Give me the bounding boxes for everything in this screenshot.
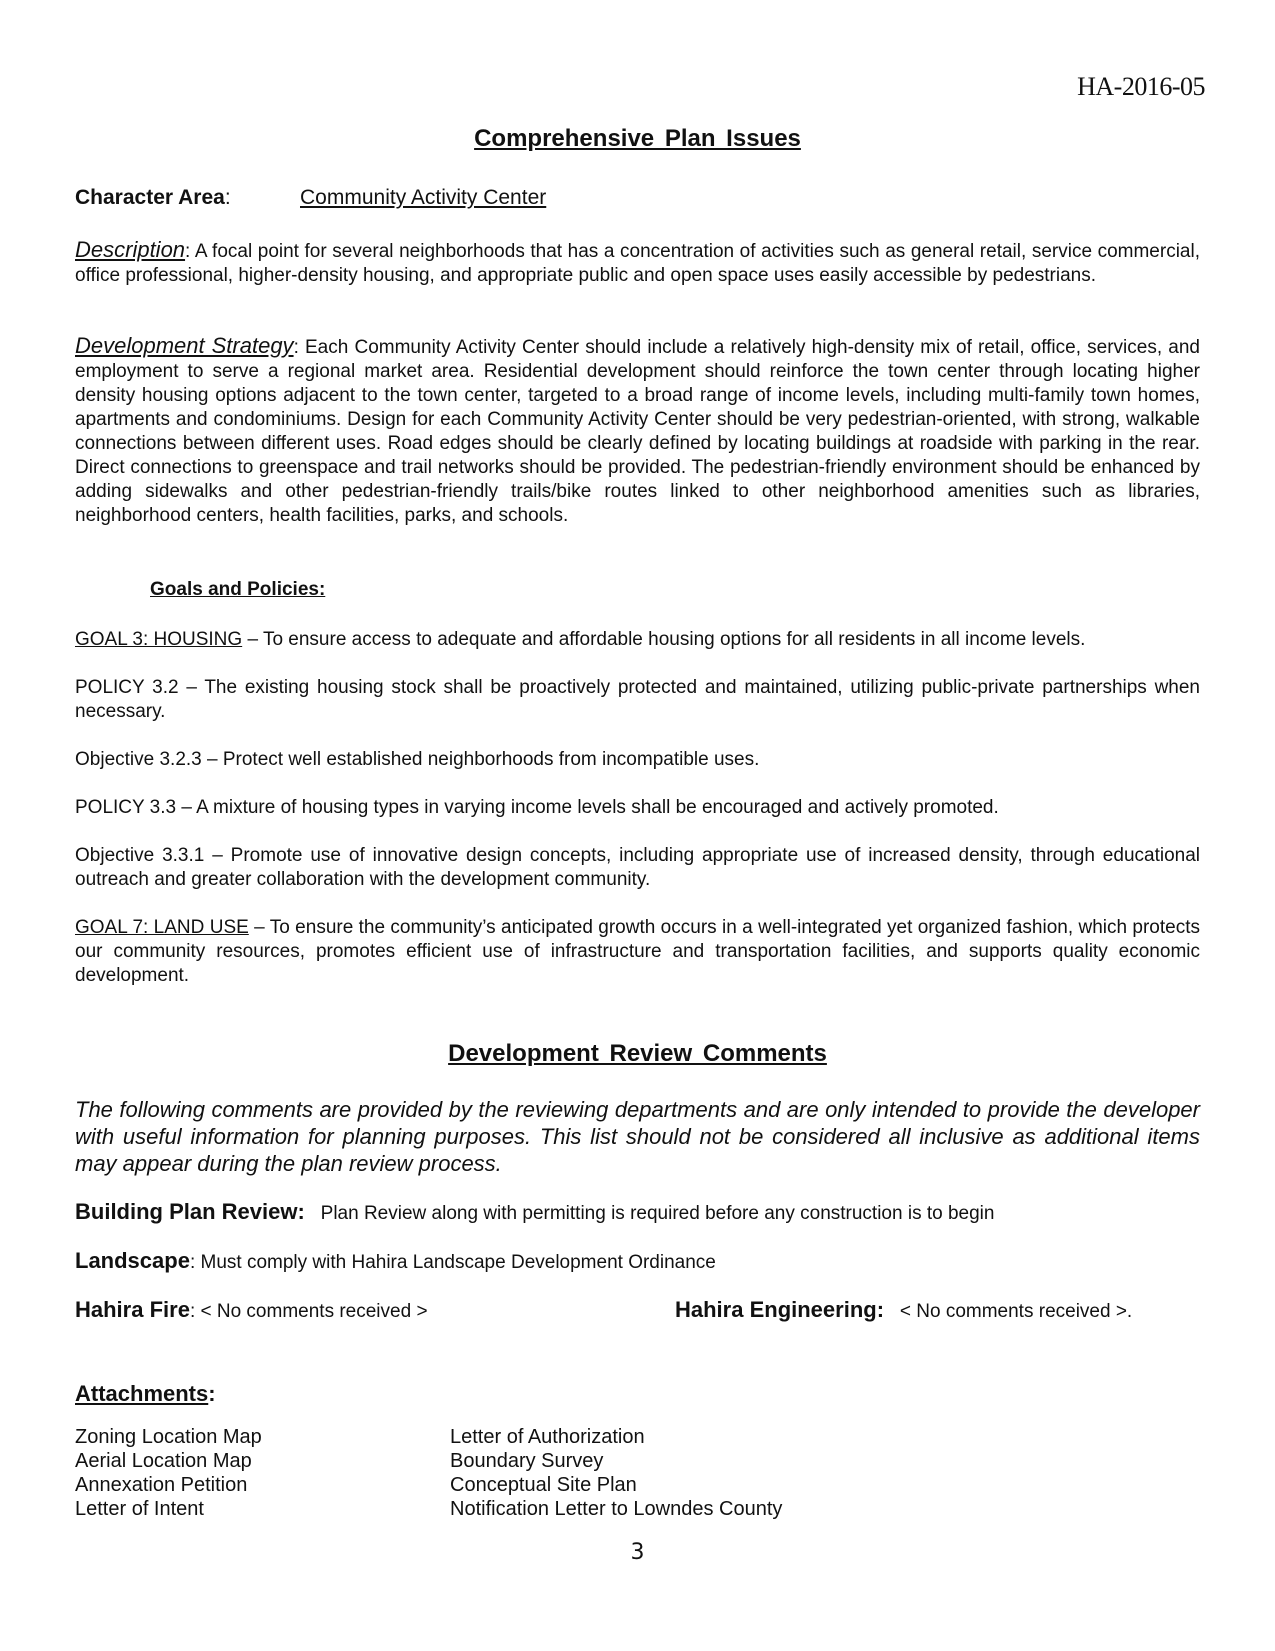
landscape-label: Landscape	[75, 1248, 190, 1273]
description-text: : A focal point for several neighborhoods that has a concentration of activities such as general retail, service commercial, office professional, higher-density housing, and appropriate public and open space uses easily accessible by pedestrians.	[75, 241, 1200, 286]
hahira-fire-label: Hahira Fire	[75, 1297, 190, 1322]
list-item: Conceptual Site Plan	[450, 1474, 637, 1496]
building-plan-review-line	[75, 1199, 994, 1225]
goals-policies-header: Goals and Policies:	[150, 579, 326, 600]
list-item: Annexation Petition	[75, 1474, 248, 1496]
attachments-header	[75, 1381, 216, 1407]
attachments-colon: :	[208, 1381, 216, 1406]
list-item: Boundary Survey	[450, 1450, 604, 1472]
character-area-value: Community Activity Center	[300, 186, 547, 209]
list-item: Letter of Authorization	[450, 1426, 645, 1448]
character-area-colon: :	[224, 186, 231, 209]
policy-3-2-paragraph: POLICY 3.2 – The existing housing stock shall be proactively protected and maintained, utilizing public-private partnerships when necessary.	[75, 677, 1200, 722]
development-strategy-label: Development Strategy	[75, 333, 294, 358]
hahira-fire-text: : < No comments received >	[189, 1301, 428, 1322]
development-strategy-text: : Each Community Activity Center should include a relatively high-density mix of retail, office, services, and employment to serve a regional market area. Residential development should reinforce the town center through locating higher density housing options adjacent to the town center, targeted to a broad range of income levels, including multi-family town homes, apartments and condominiums. Design for each Community Activity Center should be very pedestrian-oriented, with strong, walkable connections between different uses. Road edges should be clearly defined by locating buildings at roadside with parking in the rear. Direct connections to greenspace and trail networks should be provided. The pedestrian-friendly environment should be enhanced by adding sidewalks and other pedestrian-friendly trails/bike routes linked to other neighborhood amenities such as libraries, neighborhood centers, health facilities, parks, and schools.	[75, 337, 1200, 526]
list-item: Letter of Intent	[75, 1498, 204, 1520]
goal-7-label: GOAL 7: LAND USE	[75, 917, 249, 938]
policy-3-3-paragraph: POLICY 3.3 – A mixture of housing types in varying income levels shall be encouraged and actively promoted.	[75, 797, 999, 818]
attachments-title: Attachments	[75, 1381, 209, 1406]
building-plan-review-text: Plan Review along with permitting is required before any construction is to begin	[320, 1203, 995, 1224]
development-strategy-paragraph	[75, 334, 1200, 528]
hahira-fire-line	[75, 1297, 428, 1323]
goal-7-paragraph	[75, 916, 1200, 988]
landscape-line	[75, 1248, 716, 1274]
page-number: 3	[630, 1540, 645, 1565]
landscape-text: : Must comply with Hahira Landscape Development Ordinance	[189, 1252, 716, 1273]
hahira-engineering-line	[675, 1297, 1132, 1323]
goal-3-label: GOAL 3: HOUSING	[75, 629, 243, 650]
comprehensive-plan-title: Comprehensive Plan Issues	[474, 125, 801, 152]
goal-3-paragraph	[75, 628, 1200, 652]
goal-7-text: – To ensure the community’s anticipated growth occurs in a well-integrated yet organized fashion, which protects our community resources, promotes efficient use of infrastructure and transportation facilities, and supports quality economic development.	[75, 917, 1200, 986]
character-area-label: Character Area	[75, 186, 225, 209]
document-id: HA-2016-05	[1077, 72, 1205, 101]
objective-3-2-3-paragraph: Objective 3.2.3 – Protect well established neighborhoods from incompatible uses.	[75, 749, 760, 770]
goal-3-text: – To ensure access to adequate and affordable housing options for all residents in all income levels.	[242, 629, 1086, 650]
attachments-right-list	[450, 1425, 782, 1521]
list-item: Aerial Location Map	[75, 1450, 252, 1472]
building-plan-review-label: Building Plan Review:	[75, 1199, 305, 1224]
list-item: Notification Letter to Lowndes County	[450, 1498, 783, 1520]
objective-3-3-1-paragraph: Objective 3.3.1 – Promote use of innovative design concepts, including appropriate use of increased density, through educational outreach and greater collaboration with the development community.	[75, 845, 1200, 890]
development-review-title: Development Review Comments	[448, 1040, 827, 1067]
review-intro-paragraph: The following comments are provided by the reviewing departments and are only intended to provide the developer with useful information for planning purposes. This list should not be considered all inclusive as additional items may appear during the plan review process.	[75, 1097, 1200, 1176]
hahira-engineering-text: < No comments received >.	[899, 1301, 1133, 1322]
description-paragraph	[75, 238, 1200, 288]
description-label: Description	[75, 237, 186, 262]
list-item: Zoning Location Map	[75, 1426, 262, 1448]
character-area-line	[75, 186, 547, 210]
attachments-left-list	[75, 1425, 262, 1521]
hahira-engineering-label: Hahira Engineering:	[675, 1297, 885, 1322]
